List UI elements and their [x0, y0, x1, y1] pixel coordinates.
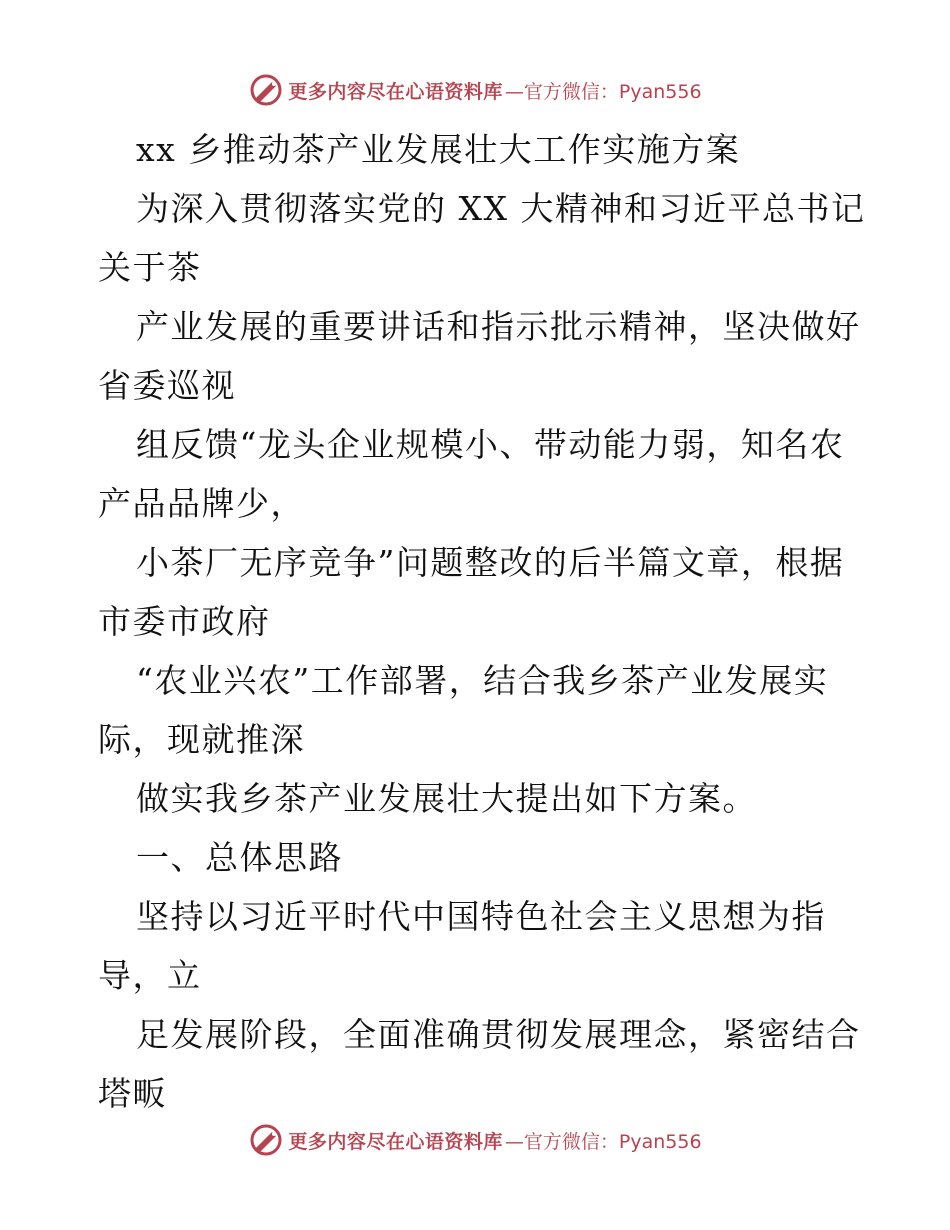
text-line: 一、总体思路 — [136, 838, 343, 877]
header-watermark — [0, 70, 950, 110]
text-line: 产业发展的重要讲话和指示批示精神，坚决做好 — [136, 307, 861, 346]
text-line: 做实我乡茶产业发展壮大提出如下方案。 — [136, 779, 757, 818]
text-line: 省委巡视 — [98, 366, 236, 405]
footer-watermark — [0, 1120, 950, 1160]
text-line: 小茶厂无序竞争”问题整改的后半篇文章，根据 — [136, 543, 845, 582]
document-body — [98, 120, 866, 1123]
text-line: 导，立 — [98, 956, 202, 995]
text-line: 足发展阶段，全面准确贯彻发展理念，紧密结合 — [136, 1015, 861, 1054]
text-line: 关于茶 — [98, 248, 202, 287]
watermark-text: 更多内容尽在心语资料库 — [288, 80, 503, 103]
text-line: 产品品牌少， — [98, 484, 305, 523]
watermark-contact: —官方微信：Pyan556 — [504, 1130, 702, 1153]
text-line: 组反馈“龙头企业规模小、带动能力弱，知名农 — [136, 425, 845, 464]
text-line: “农业兴农”工作部署，结合我乡茶产业发展实 — [136, 661, 829, 700]
text-line: 塔畈 — [98, 1074, 167, 1113]
watermark-text: 更多内容尽在心语资料库 — [288, 1130, 503, 1153]
text-line: xx 乡推动茶产业发展壮大工作实施方案 — [136, 130, 741, 169]
text-line: 际，现就推深 — [98, 720, 305, 759]
pen-seal-icon — [248, 1122, 284, 1158]
text-line: 坚持以习近平时代中国特色社会主义思想为指 — [136, 897, 826, 936]
text-line: 市委市政府 — [98, 602, 271, 641]
pen-seal-icon — [248, 72, 284, 108]
text-line: 为深入贯彻落实党的 XX 大精神和习近平总书记 — [136, 189, 866, 228]
watermark-contact: —官方微信：Pyan556 — [504, 80, 702, 103]
